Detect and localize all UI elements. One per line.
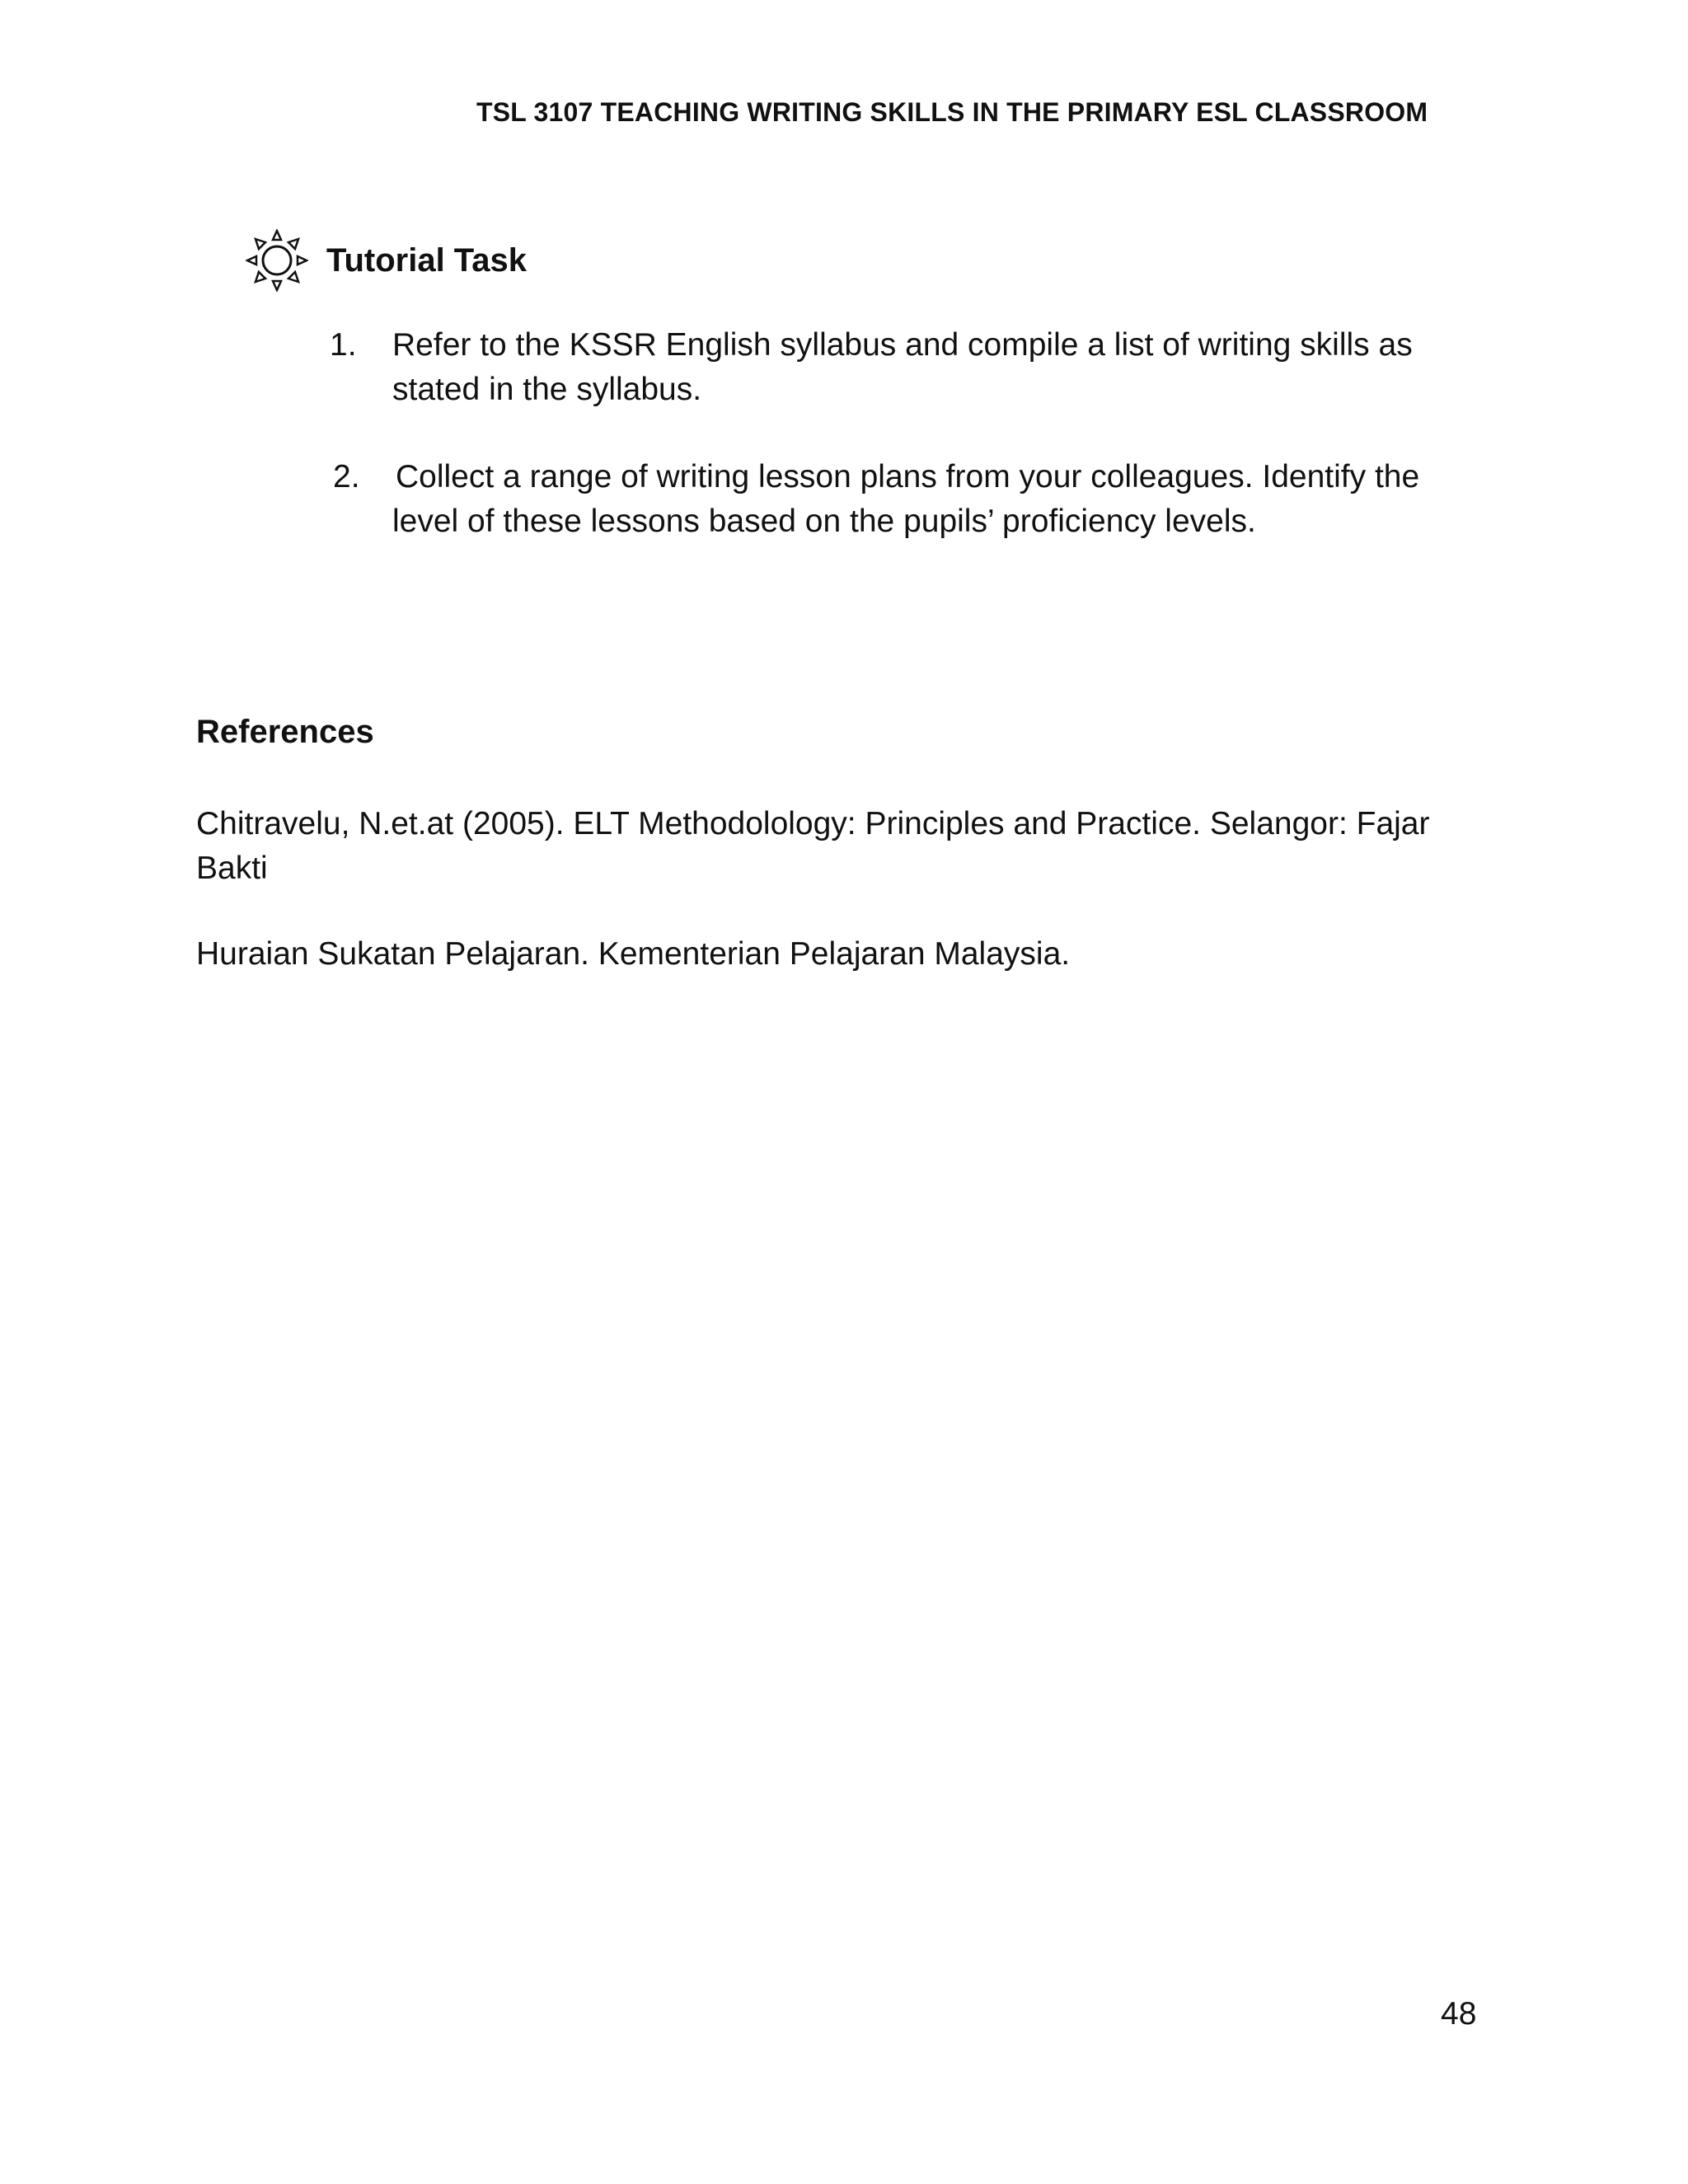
running-header: TSL 3107 TEACHING WRITING SKILLS IN THE PRIMARY ESL CLASSROOM: [476, 97, 1428, 127]
sun-icon: [246, 229, 308, 292]
task-item-2-number: 2.: [333, 459, 360, 494]
task-item-1-line-2: stated in the syllabus.: [392, 372, 702, 407]
task-item-2-line-1: Collect a range of writing lesson plans from your colleagues. Identify the: [396, 459, 1420, 494]
task-item-2-text: [392, 455, 1467, 544]
reference-entry-1-line-2: Bakti: [196, 851, 268, 886]
task-item-2-line-2: level of these lessons based on the pupils’ proficiency levels.: [392, 504, 1256, 539]
tutorial-task-heading: [246, 227, 527, 293]
task-item-1-line-1: Refer to the KSSR English syllabus and compile a list of writing skills as: [392, 327, 1413, 363]
task-item-1-text: [392, 323, 1464, 412]
tutorial-task-title: Tutorial Task: [326, 241, 528, 279]
reference-entry-2-line-1: Huraian Sukatan Pelajaran. Kementerian Pelajaran Malaysia.: [196, 936, 1071, 972]
task-item-1-number: 1.: [330, 327, 357, 363]
page-number: 48: [1441, 1996, 1477, 2032]
reference-entry-1: [196, 802, 1482, 891]
reference-entry-2: [196, 932, 1482, 977]
reference-entry-1-line-1: Chitravelu, N.et.at (2005). ELT Methodolology: Principles and Practice. Selangor: Fajar: [196, 806, 1430, 841]
references-heading: References: [196, 714, 374, 750]
